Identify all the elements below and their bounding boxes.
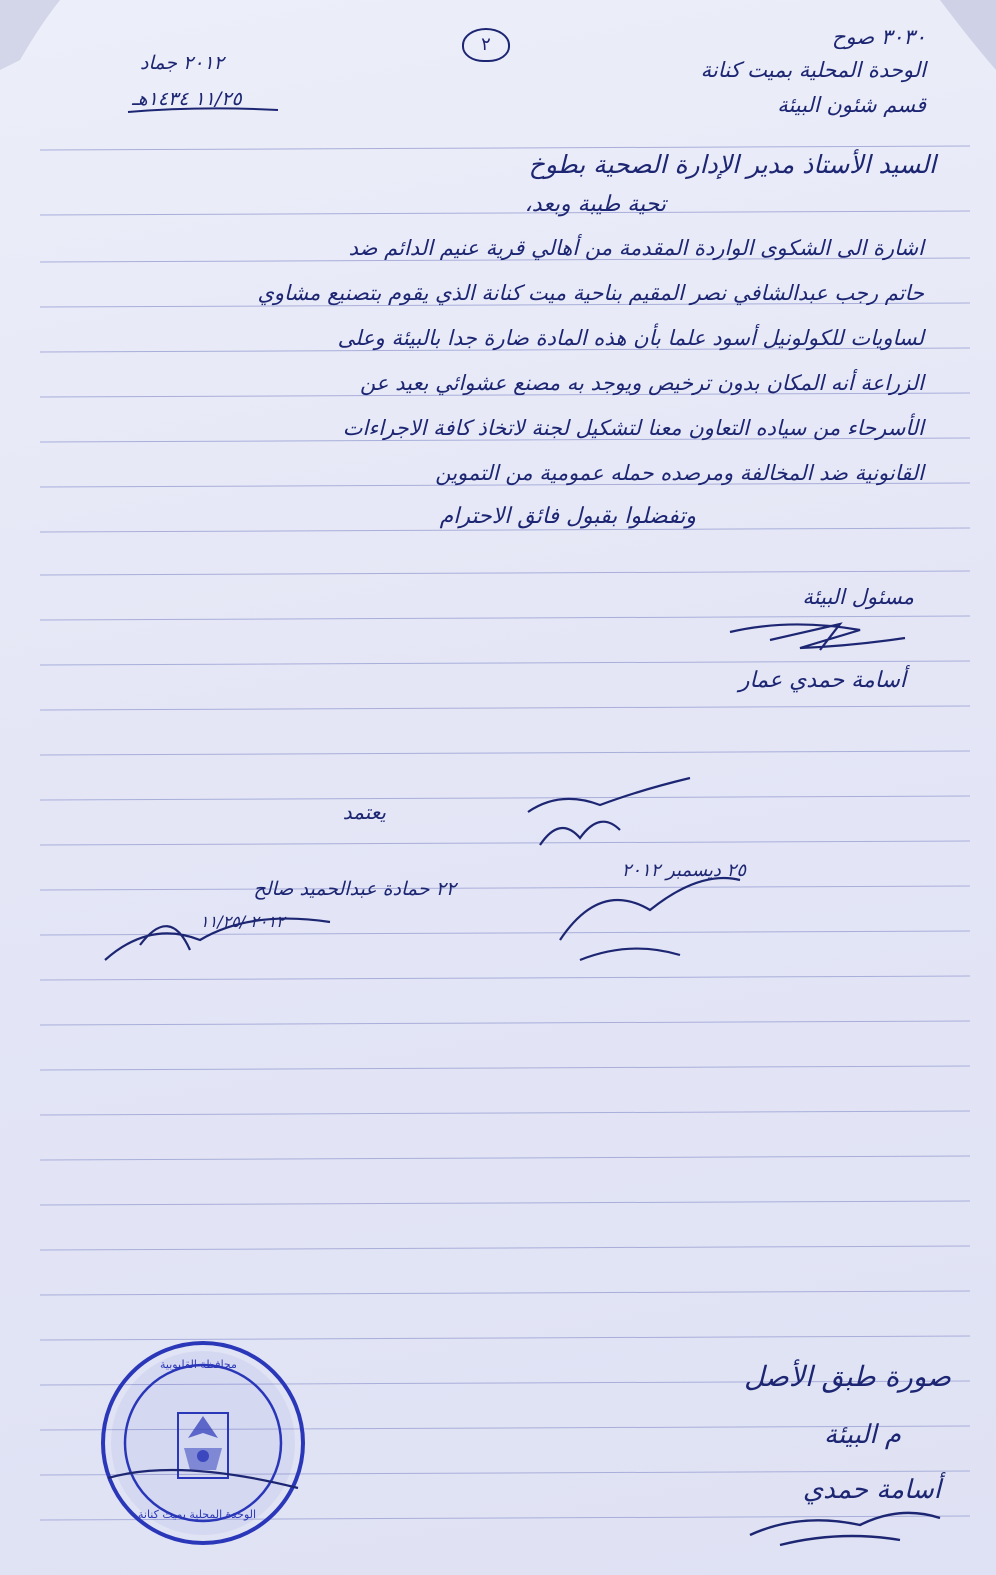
closing-line: وتفضلوا بقبول فائق الاحترام [439, 504, 696, 529]
approval-date-right: ٢٥ ديسمبر ٢٠١٢ [621, 860, 746, 881]
certification-line-2: م البيئة [824, 1420, 901, 1450]
date-hijri: ٢٠١٢ جماد [140, 52, 224, 74]
issuing-department: قسم شئون البيئة [777, 93, 926, 117]
certification-line-1: صورة طبق الأصل [743, 1360, 951, 1393]
reference-number: ٣٠٣٠ صوح [831, 25, 926, 49]
stamp-inner-text: الوحدة المحلية بميت كنانة [138, 1508, 257, 1521]
body-line-2: حاتم رجب عبدالشافي نصر المقيم بناحية ميت كنانة الذي يقوم بتصنيع مشاوي [257, 281, 924, 305]
signatory-title: مسئول البيئة [802, 585, 914, 609]
date-gregorian: ١١/٢٥ ١٤٣٤هـ [132, 88, 242, 110]
approval-person: ٢٢ حمادة عبدالحميد صالح [253, 878, 456, 900]
body-line-1: اشارة الى الشكوى الواردة المقدمة من أهالي قرية عنيم الدائم ضد [348, 236, 924, 260]
body-line-4: الزراعة أنه المكان بدون ترخيص ويوجد به مصنع عشوائي بعيد عن [359, 371, 924, 395]
addressee: السيد الأستاذ مدير الإدارة الصحية بطوخ [528, 150, 936, 179]
body-line-3: لساويات للكولونيل أسود علما بأن هذه المادة ضارة جدا بالبيئة وعلى [337, 326, 924, 350]
signatory-name: أسامة حمدي عمار [738, 668, 906, 693]
certification-line-3: أسامة حمدي [802, 1475, 941, 1505]
body-line-5: الأسرحاء من سياده التعاون معنا لتشكيل لجنة لاتخاذ كافة الاجراءات [342, 416, 924, 440]
stamp-ring-text: محافظة القليوبية [160, 1358, 237, 1371]
body-line-6: القانونية ضد المخالفة ومرصده حمله عمومية من التموين [435, 461, 924, 485]
greeting: تحية طيبة وبعد، [524, 192, 666, 217]
approval-label: يعتمد [342, 800, 386, 824]
approval-date-left: ٢٠١٢ /١١/٢٥ [200, 912, 285, 931]
official-stamp [98, 1338, 308, 1548]
issuing-unit: الوحدة المحلية بميت كنانة [700, 58, 926, 82]
page-number-mark: ٢ [462, 28, 510, 62]
